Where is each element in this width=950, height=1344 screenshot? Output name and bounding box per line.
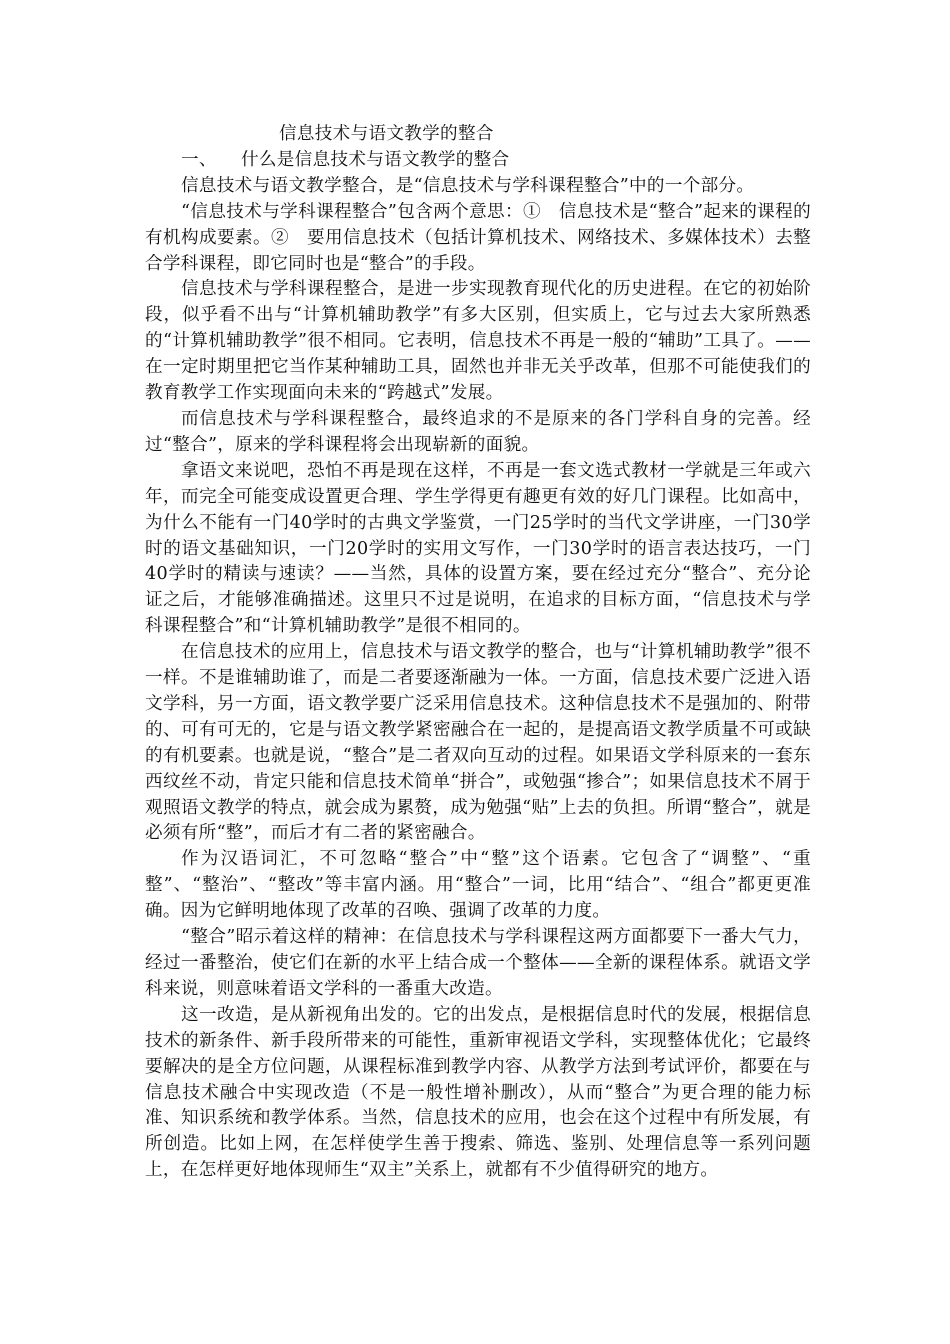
paragraph: 信息技术与学科课程整合，是进一步实现教育现代化的历史进程。在它的初始阶段，似乎看不出与“计算机辅助教学”有多大区别，但实质上，它与过去大家所熟悉的“计算机辅助教学”很不相同。它表明，信息技术不再是一般的“辅助”工具了。——在一定时期里把它当作某种辅助工具，固然也并非无关乎改革，但那不可能使我们的教育教学工作实现面向未来的“跨越式”发展。 — [145, 279, 811, 404]
section-heading — [145, 148, 811, 174]
paragraph: “整合”昭示着这样的精神：在信息技术与学科课程这两方面都要下一番大气力，经过一番整治，使它们在新的水平上结合成一个整体——全新的课程体系。就语文学科来说，则意味着语文学科的一番重大改造。 — [145, 927, 811, 999]
section-title: 什么是信息技术与语文教学的整合 — [241, 149, 510, 170]
paragraph: 信息技术与语文教学整合，是“信息技术与学科课程整合”中的一个部分。 — [181, 175, 755, 196]
paragraph: 在信息技术的应用上，信息技术与语文教学的整合，也与“计算机辅助教学”很不一样。不是谁辅助谁了，而是二者要逐渐融为一体。一方面，信息技术要广泛进入语文学科，另一方面，语文教学要广泛采用信息技术。这种信息技术不是强加的、附带的、可有可无的，它是与语文教学紧密融合在一起的，是提高语文教学质量不可或缺的有机要素。也就是说，“整合”是二者双向互动的过程。如果语文学科原来的一套东西纹丝不动，肯定只能和信息技术简单“拼合”，或勉强“掺合”；如果信息技术不屑于观照语文教学的特点，就会成为累赘，成为勉强“贴”上去的负担。所谓“整合”，就是必须有所“整”，而后才有二者的紧密融合。 — [145, 642, 811, 844]
document-body — [145, 122, 811, 1184]
paragraph-list — [145, 174, 811, 1184]
paragraph: “信息技术与学科课程整合”包含两个意思：① 信息技术是“整合”起来的课程的有机构成要素。② 要用信息技术（包括计算机技术、网络技术、多媒体技术）去整合学科课程，即它同时也是“整合”的手段。 — [145, 201, 811, 274]
section-number: 一、 — [181, 149, 217, 170]
paragraph: 拿语文来说吧，恐怕不再是现在这样，不再是一套文选式教材一学就是三年或六年，而完全可能变成设置更合理、学生学得更有趣更有效的好几门课程。比如高中，为什么不能有一门40学时的古典文学鉴赏，一门25学时的当代文学讲座，一门30学时的语文基础知识，一门20学时的实用文写作，一门30学时的语言表达技巧，一门40学时的精读与速读？——当然，具体的设置方案，要在经过充分“整合”、充分论证之后，才能够准确描述。这里只不过是说明，在追求的目标方面，“信息技术与学科课程整合”和“计算机辅助教学”是很不相同的。 — [145, 460, 811, 637]
paragraph: 这一改造，是从新视角出发的。它的出发点，是根据信息时代的发展，根据信息技术的新条件、新手段所带来的可能性，重新审视语文学科，实现整体优化；它最终要解决的是全方位问题，从课程标准到教学内容、从教学方法到考试评价，都要在与信息技术融合中实现改造（不是一般性增补删改），从而“整合”为更合理的能力标准、知识系统和教学体系。当然，信息技术的应用，也会在这个过程中有所发展，有所创造。比如上网，在怎样使学生善于搜索、筛选、鉴别、处理信息等一系列问题上，在怎样更好地体现师生“双主”关系上，就都有不少值得研究的地方。 — [145, 1004, 811, 1181]
document-title: 信息技术与语文教学的整合 — [279, 124, 494, 144]
paragraph: 作为汉语词汇，不可忽略“整合”中“整”这个语素。它包含了“调整”、“重整”、“整治”、“整改”等丰富内涵。用“整合”一词，比用“结合”、“组合”都更更准确。因为它鲜明地体现了改革的召唤、强调了改革的力度。 — [145, 849, 811, 922]
paragraph: 而信息技术与学科课程整合，最终追求的不是原来的各门学科自身的完善。经过“整合”，原来的学科课程将会出现崭新的面貌。 — [145, 408, 811, 455]
